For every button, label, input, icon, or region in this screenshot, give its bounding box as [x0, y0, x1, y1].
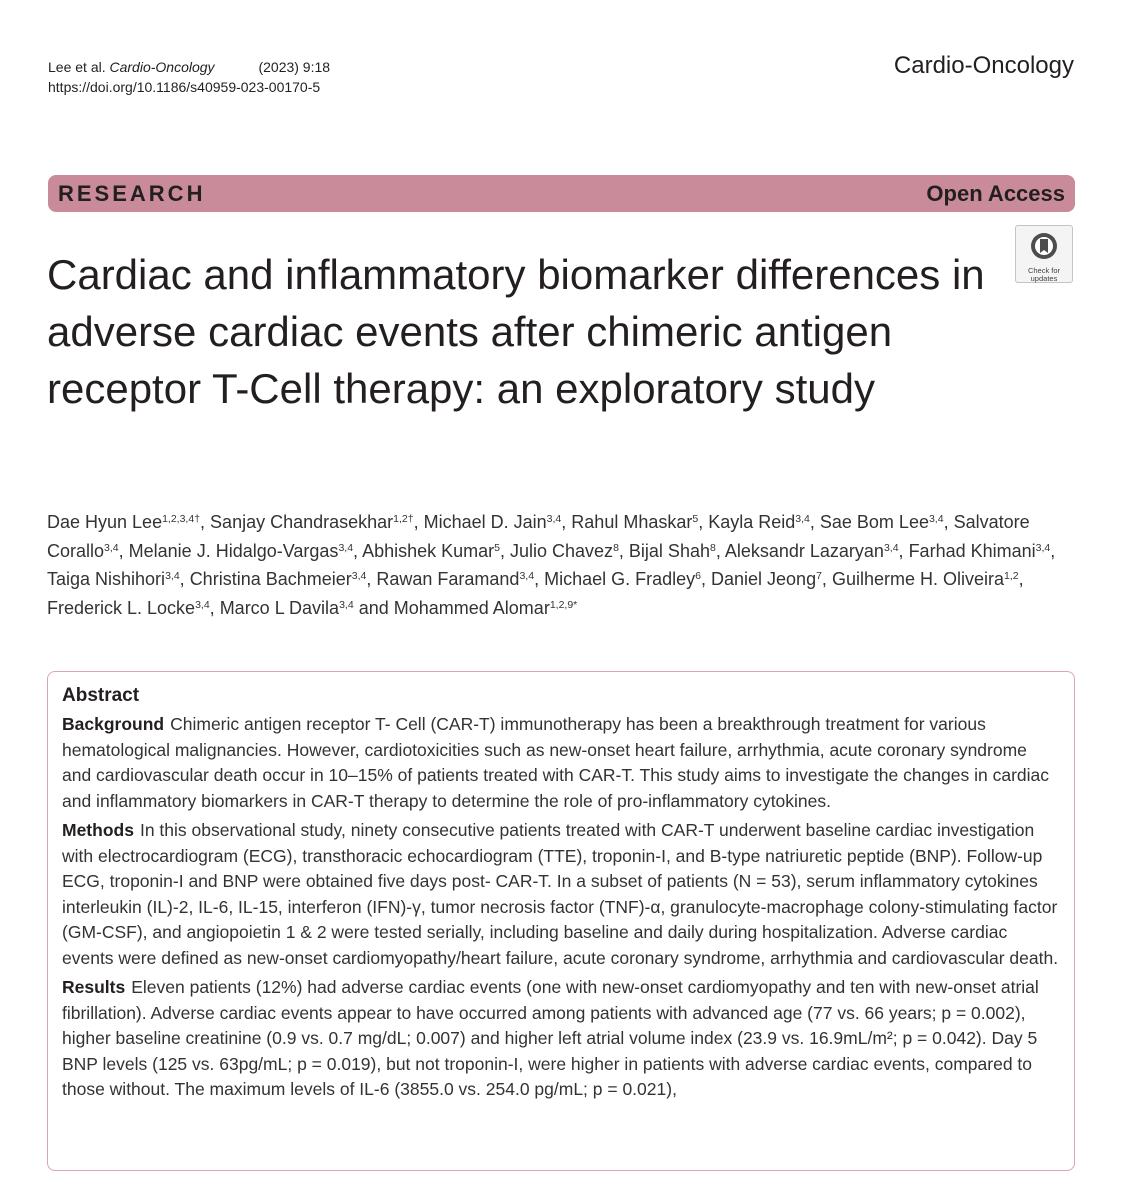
- author-affiliation: 7: [816, 570, 822, 582]
- author-entry[interactable]: [47, 598, 210, 618]
- author-entry[interactable]: [376, 569, 534, 589]
- author-name: Aleksandr Lazaryan: [724, 540, 884, 561]
- author-affiliation: 3,4: [165, 570, 180, 582]
- author-affiliation: 1,2,3,4†: [162, 513, 201, 525]
- check-updates-line1: Check for: [1027, 266, 1061, 275]
- author-entry[interactable]: [629, 541, 716, 561]
- author-affiliation: 3,4: [883, 541, 899, 554]
- author-affiliation: 3,4: [519, 570, 535, 582]
- author-affiliation: 8: [709, 541, 716, 554]
- citation-header: [48, 57, 330, 97]
- author-entry[interactable]: [544, 569, 701, 589]
- author-entry[interactable]: [210, 512, 414, 532]
- author-affiliation: 3,4: [351, 570, 367, 582]
- author-affiliation: 3,4: [1035, 541, 1051, 554]
- author-name: Farhad Khimani: [908, 540, 1036, 561]
- open-access-label: Open Access: [926, 180, 1065, 206]
- author-affiliation: 8: [613, 541, 619, 554]
- author-entry[interactable]: [708, 512, 810, 532]
- methods-label: Methods: [62, 820, 134, 840]
- author-name: Rawan Faramand: [376, 569, 520, 589]
- author-affiliation: 3,4: [546, 513, 562, 525]
- author-conjunction: and: [358, 597, 389, 618]
- author-entry[interactable]: [510, 541, 619, 561]
- abstract-box: [47, 671, 1075, 1171]
- author-entry[interactable]: [909, 541, 1051, 561]
- article-type-banner: [48, 175, 1075, 212]
- author-name: Julio Chavez: [510, 540, 614, 561]
- author-entry[interactable]: [47, 512, 200, 532]
- author-affiliation: 6: [695, 570, 701, 582]
- author-entry[interactable]: [47, 569, 180, 589]
- author-name: Mohammed Alomar: [393, 597, 550, 618]
- check-for-updates-button[interactable]: [1015, 225, 1073, 283]
- author-affiliation: 3,4: [339, 598, 354, 611]
- author-entry[interactable]: [190, 569, 367, 589]
- doi-link[interactable]: https://doi.org/10.1186/s40959-023-00170-5: [48, 79, 321, 95]
- author-name: Melanie J. Hidalgo-Vargas: [128, 540, 339, 561]
- methods-text: In this observational study, ninety consecutive patients treated with CAR-T underwent baseline cardiac investigation with electrocardiogram (ECG), transthoracic echocardiogram (TTE), troponin-I, and B-type natriuretic peptide (BNP). Follow-up ECG, troponin-I and BNP were obtained five days post- CAR-T. In a subset of patients (N = 53), serum inflammatory cytokines interleukin (IL)-2, IL-6, IL-15, interferon (IFN)-γ, tumor necrosis factor (TNF)-α, granulocyte-macrophage colony-stimulating factor (GM-CSF), and angiopoietin 1 & 2 were tested serially, including baseline and daily during hospitalization. Adverse cardiac events were defined as new-onset cardiomyopathy/heart failure, acute coronary syndrome, arrhythmia and cardiovascular death.: [62, 820, 1059, 968]
- journal-name: Cardio-Oncology: [893, 52, 1074, 79]
- bookmark-icon: [1029, 231, 1059, 261]
- background-text: Chimeric antigen receptor T- Cell (CAR-T) immunotherapy has been a breakthrough treatment for various hematological malignancies. However, cardiotoxicities such as new-onset heart failure, arrhythmia, acute coronary syndrome and cardiovascular death occur in 10–15% of patients treated with CAR-T. This study aims to investigate the changes in cardiac and inflammatory biomarkers in CAR-T therapy to determine the role of pro-inflammatory cytokines.: [62, 714, 1050, 811]
- author-affiliation: 3,4: [928, 513, 944, 525]
- results-label: Results: [62, 977, 126, 997]
- abstract-methods: [62, 818, 1060, 971]
- author-entry[interactable]: [571, 512, 698, 532]
- author-name: Guilherme H. Oliveira: [831, 569, 1004, 589]
- author-entry[interactable]: [362, 541, 500, 561]
- author-affiliation: 1,2: [1003, 570, 1019, 582]
- author-entry[interactable]: [820, 512, 944, 532]
- author-name: Christina Bachmeier: [189, 569, 352, 589]
- author-affiliation: 3,4: [104, 541, 119, 554]
- author-name: Salvatore Corallo: [47, 512, 1030, 561]
- article-title: Cardiac and inflammatory biomarker differences in adverse cardiac events after chimeric antigen receptor T-Cell therapy: an exploratory study: [47, 251, 985, 412]
- abstract-results: [62, 975, 1060, 1103]
- author-entry[interactable]: [220, 598, 354, 618]
- check-updates-line2: updates: [1030, 274, 1058, 283]
- author-entry[interactable]: [129, 541, 353, 561]
- abstract-background: [62, 712, 1060, 814]
- citation-journal: Cardio-Oncology: [109, 59, 215, 75]
- citation-year-volume: (2023) 9:18: [258, 59, 331, 75]
- author-name: Rahul Mhaskar: [571, 512, 693, 532]
- author-name: Bijal Shah: [628, 540, 710, 561]
- author-name: Sanjay Chandrasekhar: [210, 512, 394, 532]
- author-name: Michael D. Jain: [423, 512, 547, 532]
- author-name: Abhishek Kumar: [362, 540, 495, 561]
- article-type-label: RESEARCH: [58, 180, 206, 206]
- author-affiliation: 1,2,9*: [549, 598, 578, 611]
- author-affiliation: 1,2†: [393, 513, 414, 525]
- author-name: Dae Hyun Lee: [47, 512, 163, 532]
- author-entry[interactable]: [725, 541, 899, 561]
- results-text: Eleven patients (12%) had adverse cardiac events (one with new-onset cardiomyopathy and ten with new-onset atrial fibrillation). Adverse cardiac events appear to have occurred among patients with advanced age (77 vs. 66 years; p = 0.002), higher baseline creatinine (0.9 vs. 0.7 mg/dL; 0.007) and higher left atrial volume index (23.9 vs. 16.9mL/m²; p = 0.042). Day 5 BNP levels (125 vs. 63pg/mL; p = 0.019), but not troponin-I, were higher in patients with adverse cardiac events, compared to those without. The maximum levels of IL-6 (3855.0 vs. 254.0 pg/mL; p = 0.021),: [62, 977, 1039, 1099]
- author-name: Michael G. Fradley: [544, 569, 696, 589]
- author-name: Sae Bom Lee: [819, 512, 929, 532]
- author-entry[interactable]: [424, 512, 562, 532]
- author-affiliation: 5: [494, 541, 500, 554]
- author-name: Kayla Reid: [708, 512, 796, 532]
- author-entry[interactable]: [394, 598, 578, 618]
- author-name: Frederick L. Locke: [47, 597, 196, 618]
- author-affiliation: 3,4: [338, 541, 354, 554]
- author-affiliation: 3,4: [795, 513, 810, 525]
- background-label: Background: [62, 714, 165, 734]
- author-list: Dae Hyun Lee$^{1,2,3,4\dagger}$, Sanjay Chandrasekhar$^{1,2\dagger}$, Michael D. Jain$^{3,4}$, Rahul Mhaskar$^5$, Kayla Reid$^{3,4}$, Sae Bom Lee$^{3,4}$, Salvatore Corallo$^{3,4}$, Melanie J. Hidalgo-Vargas$^{3,4}$, Abhishek Kumar$^5$, Julio Chavez$^8$, Bijal Shah$^8$, Aleksandr Lazaryan$^{3,4}$, Farhad Khimani$^{3,4}$, Taiga Nishihori$^{3,4}$, Christina Bachmeier$^{3,4}$, Rawan Faramand$^{3,4}$, Michael G. Fradley$^6$, Daniel Jeong$^7$, Guilherme H. Oliveira$^{1,2}$, Frederick L. Locke$^{3,4}$, Marco L Davila$^{3,4}$ and Mohammed Alomar$^{1,2,9*}$: [47, 512, 1056, 618]
- author-name: Taiga Nishihori: [47, 569, 166, 589]
- author-affiliation: 5: [692, 513, 699, 525]
- author-affiliation: 3,4: [195, 598, 210, 611]
- citation-authors: Lee et al.: [48, 59, 106, 75]
- author-name: Daniel Jeong: [711, 569, 817, 589]
- author-entry[interactable]: [711, 569, 822, 589]
- abstract-heading: Abstract: [62, 685, 140, 706]
- author-name: Marco L Davila: [219, 597, 340, 618]
- author-entry[interactable]: [832, 569, 1019, 589]
